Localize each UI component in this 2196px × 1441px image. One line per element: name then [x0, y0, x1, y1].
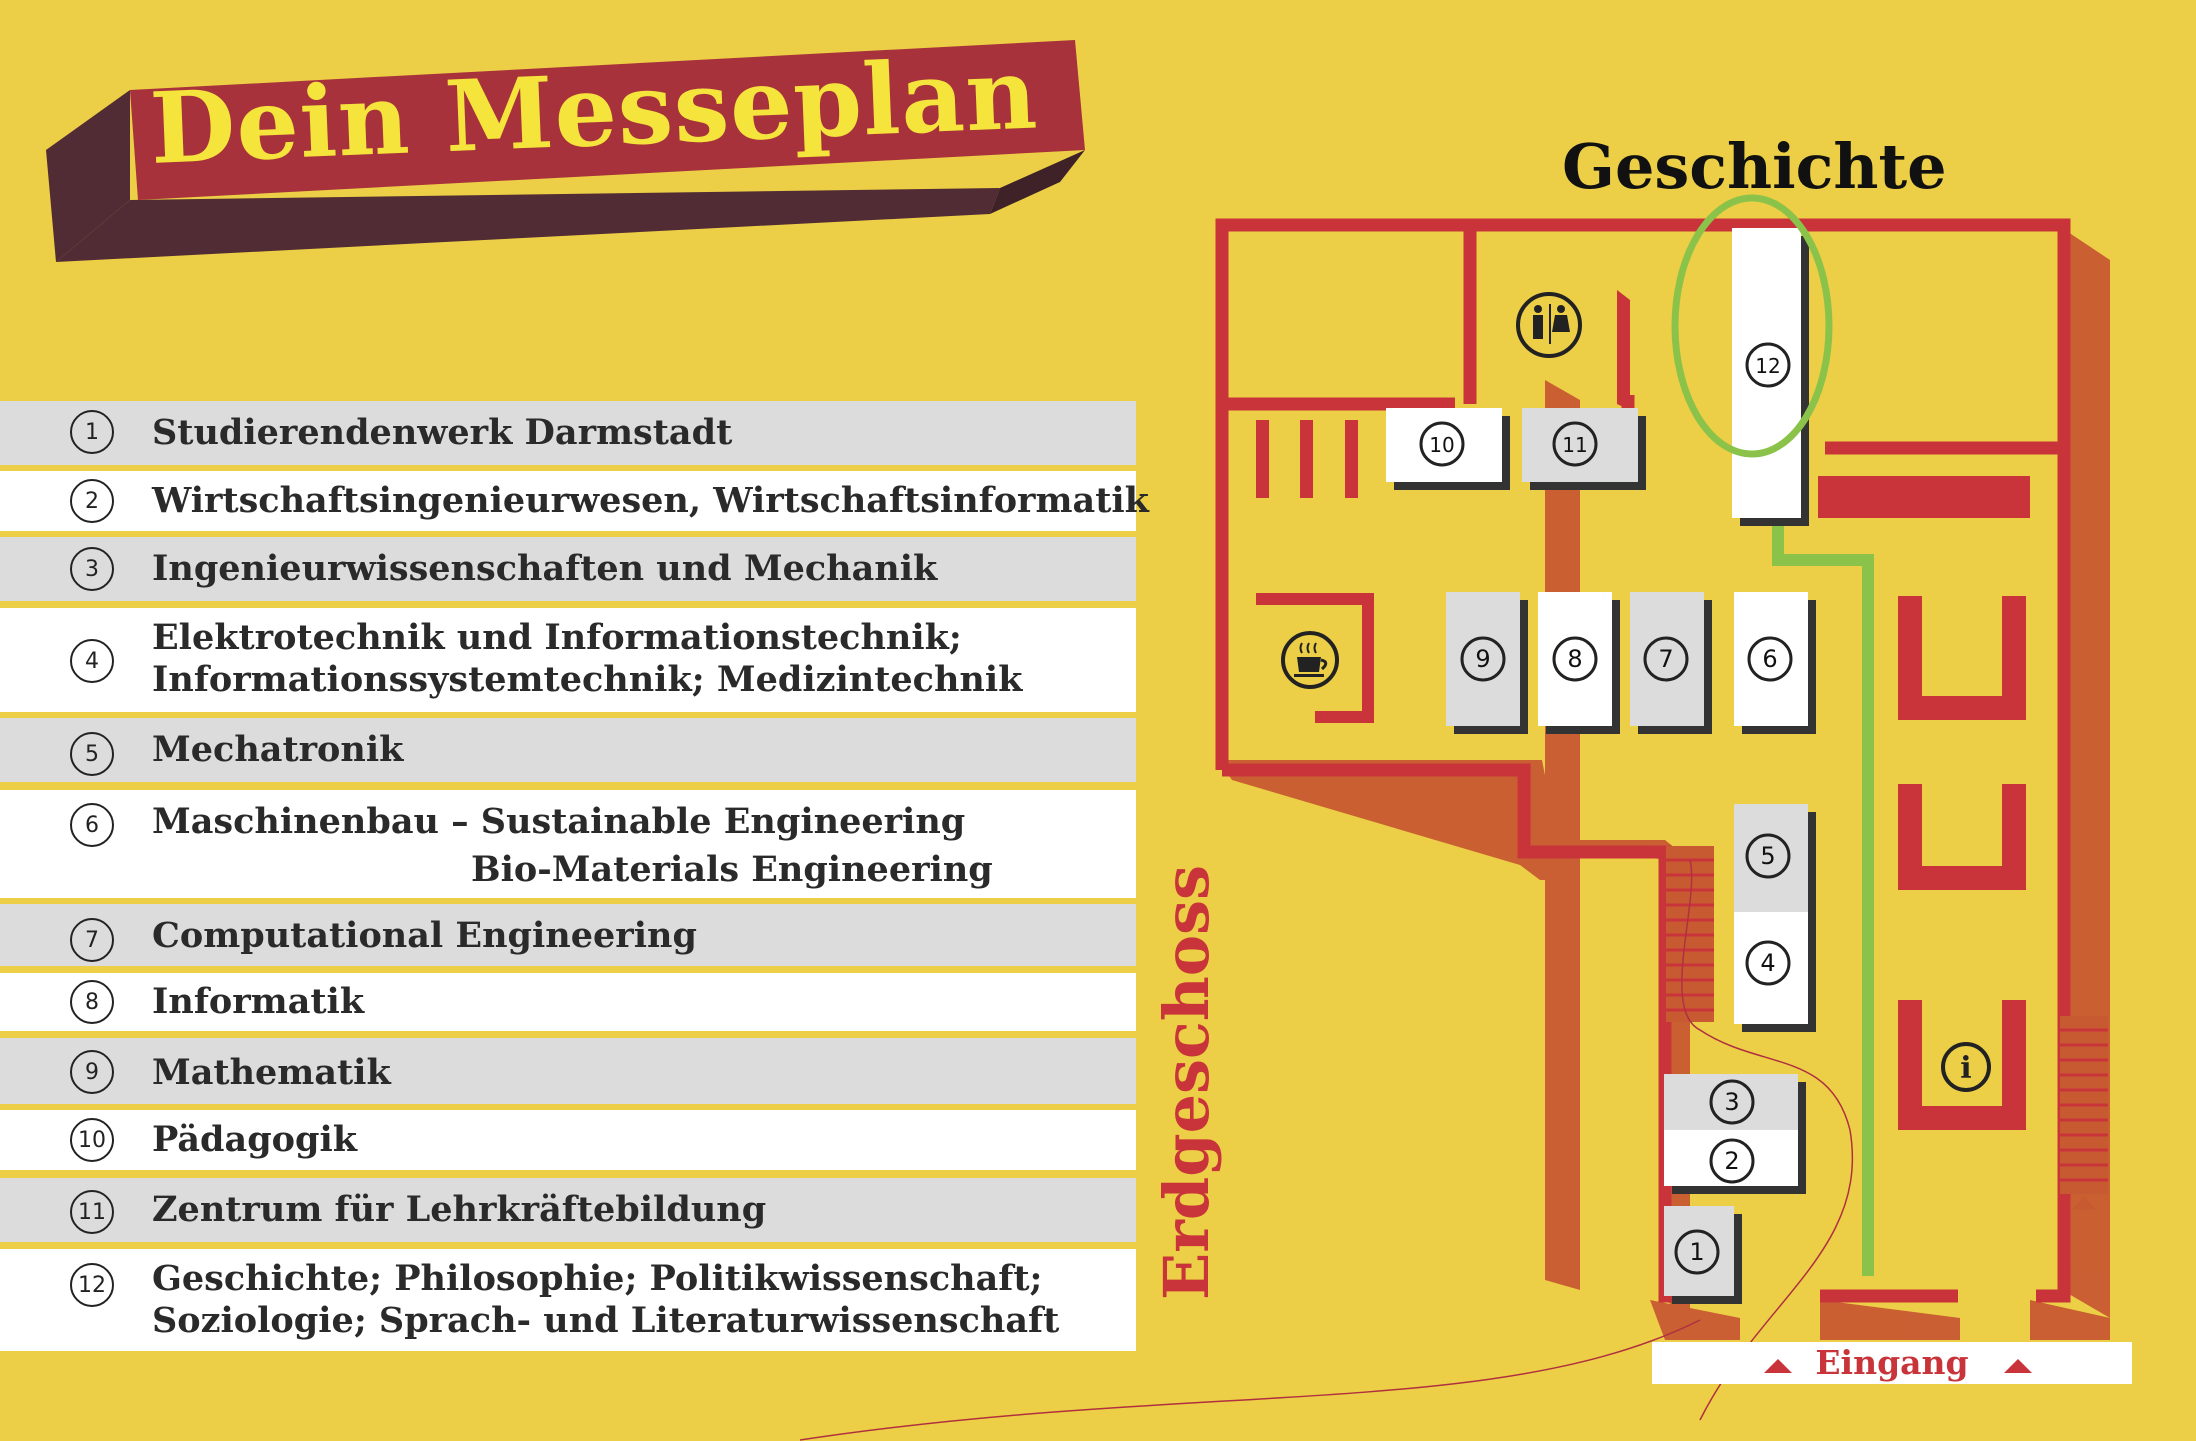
legend-row — [0, 973, 1136, 1031]
stairs-left — [1666, 846, 1714, 1022]
legend-number-badge: 6 — [70, 803, 114, 847]
legend-number-badge: 2 — [70, 479, 114, 523]
legend-row — [0, 790, 1136, 898]
floor-label: Erdgeschoss — [1150, 865, 1223, 1300]
legend-text: Zentrum für Lehrkräftebildung — [152, 1189, 767, 1230]
restroom-icon — [1518, 294, 1580, 356]
info-glyph: i — [1960, 1051, 1972, 1086]
booth-number: 4 — [1760, 949, 1776, 977]
legend-text: Elektrotechnik und Informationstechnik; — [152, 617, 962, 658]
legend-number-badge: 10 — [70, 1118, 114, 1162]
booth-number: 12 — [1755, 354, 1781, 378]
page-title: Dein Messeplan — [148, 36, 1040, 187]
legend-text: Mechatronik — [152, 729, 404, 770]
legend-text: Mathematik — [152, 1052, 391, 1093]
legend-text: Wirtschaftsingenieurwesen, Wirtschaftsinformatik — [152, 480, 1149, 521]
legend-number-badge: 12 — [70, 1263, 114, 1307]
legend-row — [0, 1110, 1136, 1170]
booth-number: 3 — [1724, 1088, 1740, 1116]
legend-number-badge: 5 — [70, 732, 114, 776]
legend-text-line2: Soziologie; Sprach- und Literaturwissenschaft — [152, 1300, 1060, 1341]
booth-number: 11 — [1562, 433, 1588, 457]
legend-number-badge: 11 — [70, 1190, 114, 1234]
legend-row — [0, 608, 1136, 712]
info-icon — [1943, 1044, 1989, 1090]
booth-number: 1 — [1689, 1238, 1705, 1266]
stairs-right — [2060, 1016, 2108, 1210]
legend-text: Computational Engineering — [152, 915, 697, 956]
entrance-bar[interactable] — [1652, 1342, 2132, 1384]
legend-text: Geschichte; Philosophie; Politikwissenschaft; — [152, 1258, 1043, 1299]
legend-number-badge: 1 — [70, 410, 114, 454]
booth-number: 10 — [1429, 433, 1455, 457]
booth-number: 8 — [1567, 645, 1583, 673]
legend-row — [0, 904, 1136, 966]
legend-row — [0, 537, 1136, 601]
legend-row — [0, 1249, 1136, 1351]
booth-number: 2 — [1724, 1147, 1740, 1175]
legend-text: Maschinenbau – Sustainable Engineering — [152, 801, 966, 842]
highlight-label: Geschichte — [1562, 130, 1947, 203]
legend-text: Ingenieurwissenschaften und Mechanik — [152, 548, 938, 589]
legend-number-badge: 7 — [70, 918, 114, 962]
legend-row — [0, 1178, 1136, 1242]
legend-row — [0, 401, 1136, 465]
title-banner — [0, 0, 1130, 290]
entrance-label: Eingang — [1815, 1343, 1969, 1382]
legend-number-badge: 3 — [70, 547, 114, 591]
legend-number-badge: 4 — [70, 639, 114, 683]
booth-number: 6 — [1762, 645, 1778, 673]
legend-text: Studierendenwerk Darmstadt — [152, 412, 733, 453]
legend-number-badge: 9 — [70, 1050, 114, 1094]
booth-number: 7 — [1658, 645, 1674, 673]
legend-text-line2: Informationssystemtechnik; Medizintechnik — [152, 659, 1023, 700]
booth-number: 9 — [1475, 645, 1491, 673]
legend-text: Pädagogik — [152, 1119, 358, 1160]
legend-row — [0, 718, 1136, 782]
legend-text: Informatik — [152, 981, 365, 1022]
legend-text-line2: Bio-Materials Engineering — [471, 849, 993, 890]
legend-row — [0, 1038, 1136, 1104]
legend-row — [0, 471, 1149, 531]
booth-number: 5 — [1760, 842, 1776, 870]
cafe-icon — [1283, 633, 1337, 687]
legend-number-badge: 8 — [70, 980, 114, 1024]
